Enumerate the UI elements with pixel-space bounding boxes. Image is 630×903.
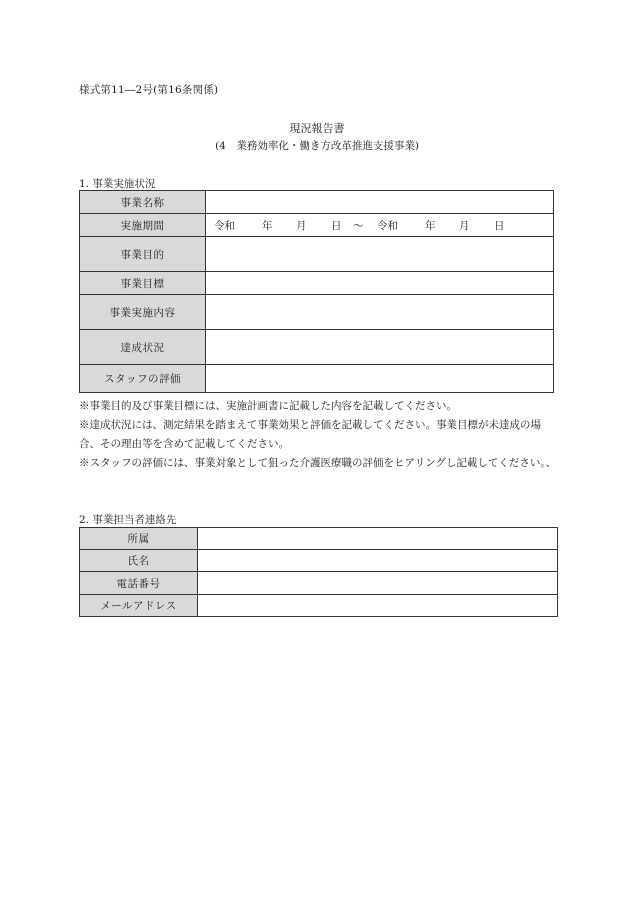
document-subtitle: (4 業務効率化・働き方改革推進支援事業) <box>215 140 419 152</box>
table-row <box>80 528 558 550</box>
era-start-text: 令和 <box>214 219 235 232</box>
table-row <box>80 330 554 365</box>
table-row <box>80 550 558 572</box>
period-label: 実施期間 <box>80 214 206 237</box>
phone-field[interactable] <box>198 572 558 595</box>
note-achievement: ※達成状況には、測定結果を踏まえて事業効果と評価を記載してください。事業目標が未達成の場合、その理由等を含めて記載してください。 <box>79 419 541 450</box>
affiliation-field[interactable] <box>198 528 558 550</box>
table-row <box>80 237 554 272</box>
month-start-text: 月 <box>296 219 307 232</box>
table-row <box>80 191 554 214</box>
month-end-text: 月 <box>459 219 470 232</box>
business-name-label: 事業名称 <box>80 191 206 214</box>
email-label: メールアドレス <box>80 595 198 617</box>
business-name-field[interactable] <box>206 191 554 214</box>
document-title: 現況報告書 <box>289 122 345 135</box>
note-staff-eval: ※スタッフの評価には、事業対象として狙った介護医療職の評価をヒアリングし記載してください。、 <box>79 457 557 469</box>
content-field[interactable] <box>206 295 554 330</box>
tilde-text: ～ <box>353 219 364 232</box>
table-row <box>80 595 558 617</box>
purpose-label: 事業目的 <box>80 237 206 272</box>
day-start-text: 日 <box>331 219 342 232</box>
day-end-text: 日 <box>494 219 505 232</box>
table-row <box>80 572 558 595</box>
table-row <box>80 272 554 295</box>
section-2-heading: 2. 事業担当者連絡先 <box>79 514 177 526</box>
notes <box>79 397 557 473</box>
achievement-field[interactable] <box>206 330 554 365</box>
content-label: 事業実施内容 <box>80 295 206 330</box>
note-purpose: ※事業目的及び事業目標には、実施計画書に記載した内容を記載してください。 <box>79 400 457 412</box>
staff-eval-label: スタッフの評価 <box>80 365 206 393</box>
period-field[interactable] <box>206 214 554 237</box>
contact-table <box>79 527 558 617</box>
form-number: 様式第11―2号(第16条関係) <box>79 84 219 96</box>
section-1-heading: 1. 事業実施状況 <box>79 178 156 190</box>
name-label: 氏名 <box>80 550 198 572</box>
affiliation-label: 所属 <box>80 528 198 550</box>
year-start-text: 年 <box>262 219 273 232</box>
email-field[interactable] <box>198 595 558 617</box>
target-field[interactable] <box>206 272 554 295</box>
business-status-table <box>79 190 554 393</box>
table-row <box>80 214 554 237</box>
target-label: 事業目標 <box>80 272 206 295</box>
achievement-label: 達成状況 <box>80 330 206 365</box>
table-row <box>80 295 554 330</box>
era-end-text: 令和 <box>377 219 398 232</box>
purpose-field[interactable] <box>206 237 554 272</box>
name-field[interactable] <box>198 550 558 572</box>
staff-eval-field[interactable] <box>206 365 554 393</box>
phone-label: 電話番号 <box>80 572 198 595</box>
year-end-text: 年 <box>425 219 436 232</box>
table-row <box>80 365 554 393</box>
